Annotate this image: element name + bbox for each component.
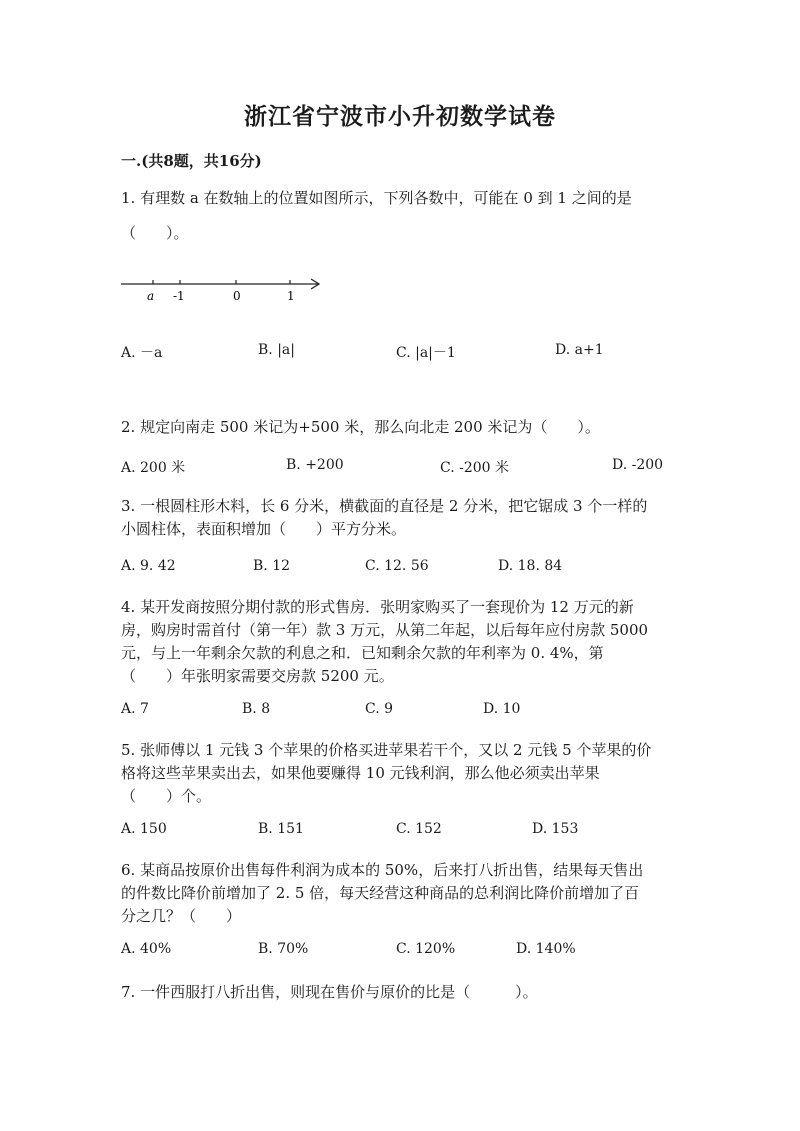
q4-option-a: A. 7 (121, 701, 149, 717)
label-1: 1 (287, 289, 295, 303)
q5-option-c: C. 152 (396, 821, 442, 837)
question-2-line-1: 2. 规定向南走 500 米记为+500 米，那么向北走 200 米记为（ ）。 (121, 418, 600, 436)
q3-option-b: B. 12 (253, 558, 291, 574)
q2-option-b: B. +200 (286, 457, 344, 473)
question-6-line-3: 分之几？（ ） (121, 907, 242, 925)
q5-option-a: A. 150 (121, 821, 167, 837)
q4-option-d: D. 10 (483, 701, 521, 717)
question-5-line-2: 格将这些苹果卖出去，如果他要赚得 10 元钱利润，那么他必须卖出苹果 (121, 764, 600, 782)
q4-option-b: B. 8 (242, 701, 271, 717)
question-4-line-4: （ ）年张明家需要交房款 5200 元。 (121, 667, 394, 685)
q1-option-c: C. |a|－1 (396, 345, 456, 361)
question-1-line-2: （ ）。 (121, 224, 189, 242)
q3-option-d: D. 18. 84 (498, 558, 563, 574)
question-4-line-2: 房，购房时需首付（第一年）款 3 万元，从第二年起，以后每年应付房款 5000 (121, 621, 649, 639)
q6-option-a: A. 40% (121, 941, 172, 957)
number-line-figure (118, 272, 328, 306)
q3-option-c: C. 12. 56 (365, 558, 429, 574)
question-5-line-3: （ ）个。 (121, 787, 212, 805)
q6-option-d: D. 140% (516, 941, 576, 957)
label-neg1: -1 (173, 289, 185, 303)
q2-option-a: A. 200 米 (121, 460, 186, 476)
question-4-line-3: 元，与上一年剩余欠款的利息之和．已知剩余欠款的年利率为 0. 4%，第 (121, 644, 604, 662)
question-6-line-2: 的件数比降价前增加了 2. 5 倍，每天经营这种商品的总利润比降价前增加了百 (121, 884, 640, 902)
question-3-line-1: 3. 一根圆柱形木料，长 6 分米，横截面的直径是 2 分米，把它锯成 3 个一样的 (121, 497, 648, 515)
question-6-line-1: 6. 某商品按原价出售每件利润为成本的 50%，后来打八折出售，结果每天售出 (121, 861, 644, 879)
question-7-line-1: 7. 一件西服打八折出售，则现在售价与原价的比是（ ）。 (121, 983, 538, 1001)
q1-option-d: D. a+1 (555, 342, 604, 358)
q1-option-b: B. |a| (258, 342, 295, 358)
q6-option-c: C. 120% (396, 941, 456, 957)
q2-option-d: D. -200 (612, 457, 664, 473)
q2-option-c: C. -200 米 (440, 460, 510, 476)
question-1-line-1: 1. 有理数 a 在数轴上的位置如图所示，下列各数中，可能在 0 到 1 之间的是 (121, 189, 632, 207)
q6-option-b: B. 70% (258, 941, 309, 957)
question-5-line-1: 5. 张师傅以 1 元钱 3 个苹果的价格买进苹果若干个，又以 2 元钱 5 个苹果的价 (121, 741, 652, 759)
q5-option-d: D. 153 (532, 821, 579, 837)
q5-option-b: B. 151 (258, 821, 304, 837)
q4-option-c: C. 9 (365, 701, 394, 717)
question-4-line-1: 4. 某开发商按照分期付款的形式售房．张明家购买了一套现价为 12 万元的新 (121, 598, 634, 616)
exam-title: 浙江省宁波市小升初数学试卷 (244, 103, 556, 130)
q1-option-a: A. －a (121, 345, 163, 361)
section-heading: 一.(共8题，共16分) (121, 152, 262, 170)
question-3-line-2: 小圆柱体，表面积增加（ ）平方分米。 (121, 520, 407, 538)
label-a: a (147, 289, 155, 303)
q3-option-a: A. 9. 42 (121, 558, 176, 574)
label-0: 0 (233, 289, 241, 303)
